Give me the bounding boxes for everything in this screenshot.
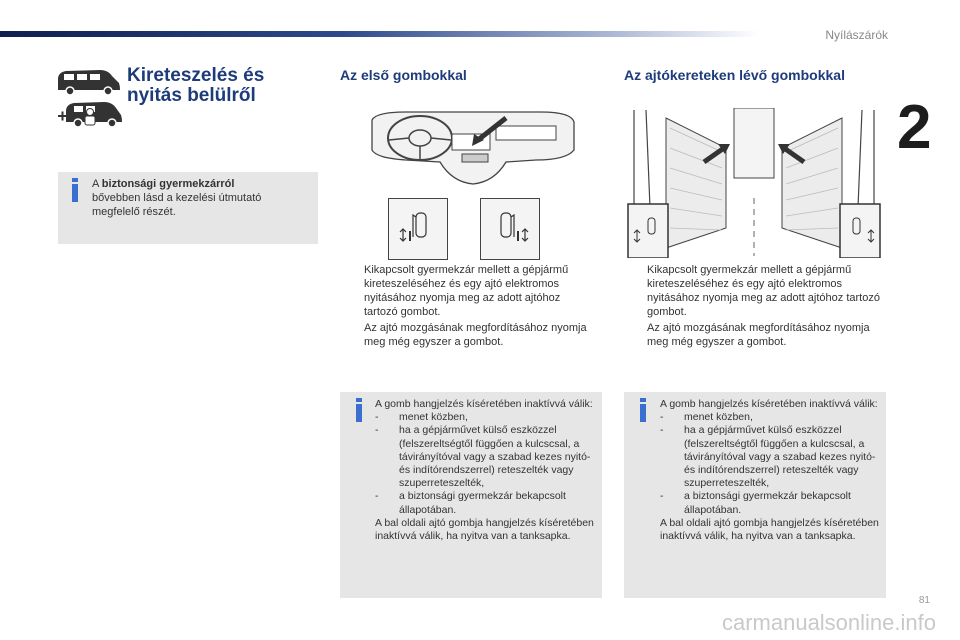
col2-note-intro: A gomb hangjelzés kíséretében inaktívvá válik: xyxy=(660,398,878,410)
button-right-door-image xyxy=(480,198,540,260)
col1-note-item-1: menet közben, xyxy=(399,411,468,424)
list-item xyxy=(660,490,882,516)
col2-note-text xyxy=(660,398,882,543)
col1-note-outro: A bal oldali ajtó gombja hangjelzés kíséretében inaktívvá válik, ha nyitva van a tanksapka. xyxy=(375,516,594,543)
van-side-icon xyxy=(58,70,120,95)
col2-bullets xyxy=(625,263,880,349)
dash-marker: - xyxy=(660,490,664,503)
dash-marker: - xyxy=(660,424,664,437)
van-icons xyxy=(56,66,122,130)
page-title xyxy=(127,66,307,106)
col1-info-note xyxy=(340,392,602,598)
list-item xyxy=(342,263,587,319)
list-item xyxy=(660,411,882,424)
left-note-prefix: A xyxy=(92,178,102,190)
page-title-line-2: nyitás belülről xyxy=(127,85,256,106)
col1-note-item-3: a biztonsági gyermekzár bekapcsolt állapotában. xyxy=(399,490,566,516)
col2-note-item-1: menet közben, xyxy=(684,411,753,424)
dash-marker: - xyxy=(375,424,379,437)
col2-note-item-3: a biztonsági gyermekzár bekapcsolt állapotában. xyxy=(684,490,851,516)
list-item xyxy=(625,263,880,319)
col1-bullets xyxy=(342,263,587,349)
list-item xyxy=(375,490,597,516)
col2-note-outro: A bal oldali ajtó gombja hangjelzés kíséretében inaktívvá válik, ha nyitva van a tanksapka. xyxy=(660,516,879,543)
info-icon xyxy=(640,404,646,422)
dash-marker: - xyxy=(375,411,379,424)
left-info-note xyxy=(58,172,318,244)
page-number: 81 xyxy=(918,595,930,606)
col2-note-item-2: ha a gépjárművet külső eszközzel (felszereltségtől függően a kulcscsal, a távirányítóval vagy a szabad kezes nyitó- és indítórendszerrel) reteszelték vagy szuperreteszelték, xyxy=(684,424,876,490)
col1-note-text xyxy=(375,398,597,543)
header-gradient-bar xyxy=(0,31,760,37)
dash-marker: - xyxy=(375,490,379,503)
button-left-door-image xyxy=(388,198,448,260)
bullet-marker xyxy=(625,263,647,319)
col1-title: Az első gombokkal xyxy=(340,67,467,83)
col1-bullet-1: Kikapcsolt gyermekzár mellett a gépjármű kireteszeléséhez és egy ajtó elektromos nyitásához nyomja meg az adott ajtóhoz tartozó gombot. xyxy=(364,264,569,318)
list-item xyxy=(625,321,880,349)
col2-bullet-1: Kikapcsolt gyermekzár mellett a gépjármű kireteszeléséhez és egy ajtó elektromos nyitásához nyomja meg az adott ajtóhoz tartozó gombot. xyxy=(647,264,880,318)
left-note-rest: bővebben lásd a kezelési útmutató megfelelő részét. xyxy=(92,192,262,218)
info-icon xyxy=(356,404,362,422)
col1-note-item-2: ha a gépjárművet külső eszközzel (felszereltségtől függően a kulcscsal, a távirányítóval vagy a szabad kezes nyitó- és indítórendszerrel) reteszelték vagy szuperreteszelték, xyxy=(399,424,591,490)
left-note-bold: biztonsági gyermekzárról xyxy=(101,178,235,190)
col2-title: Az ajtókereteken lévő gombokkal xyxy=(624,67,845,83)
dashboard-illustration xyxy=(366,110,580,190)
list-item xyxy=(375,411,597,424)
col1-note-intro: A gomb hangjelzés kíséretében inaktívvá válik: xyxy=(375,398,593,410)
list-item xyxy=(342,321,587,349)
info-icon xyxy=(72,184,78,202)
list-item xyxy=(660,424,882,490)
col2-bullet-2: Az ajtó mozgásának megfordításához nyomja meg még egyszer a gombot. xyxy=(647,322,870,348)
left-door-button-icon xyxy=(389,199,447,259)
section-title: Nyílászárók xyxy=(825,28,888,42)
left-note-text xyxy=(92,177,307,219)
watermark: carmanualsonline.info xyxy=(721,610,936,635)
chapter-number: 2 xyxy=(897,93,932,162)
dash-marker: - xyxy=(660,411,664,424)
col2-info-note xyxy=(624,392,886,598)
col1-bullet-2: Az ajtó mozgásának megfordításához nyomja meg még egyszer a gombot. xyxy=(364,322,587,348)
bullet-marker xyxy=(342,263,364,319)
bullet-marker xyxy=(342,321,364,349)
door-frame-illustration xyxy=(626,108,882,258)
page-title-line-1: Kireteszelés és xyxy=(127,65,265,86)
bullet-marker xyxy=(625,321,647,349)
list-item xyxy=(375,424,597,490)
right-door-button-icon xyxy=(481,199,539,259)
